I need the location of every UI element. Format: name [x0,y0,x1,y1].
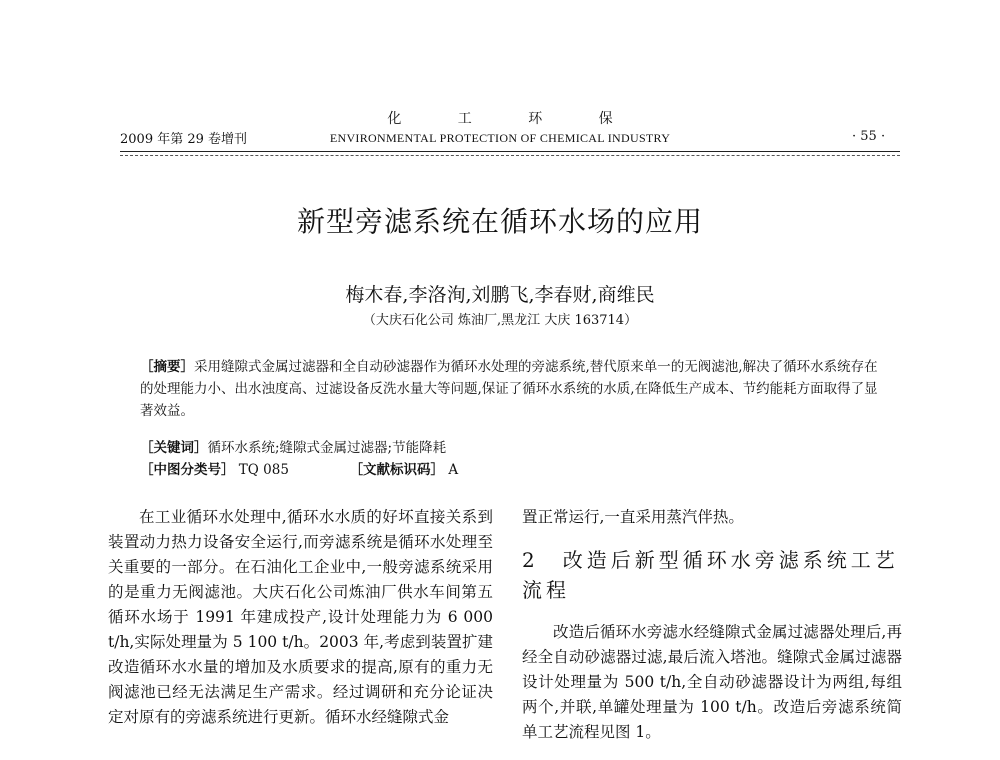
body-right-continuation: 置正常运行,一直采用蒸汽伴热。 [522,508,744,526]
keywords [140,436,446,456]
issue-label: 2009 年第 29 卷增刊 [120,132,248,147]
classification [140,458,458,478]
author-list: 梅木春,李洛洵,刘鹏飞,李春财,商维民 [345,284,655,306]
journal-name-en: ENVIRONMENTAL PROTECTION OF CHEMICAL INDUSTRY [329,131,671,145]
section-2-heading: 2 改造后新型循环水旁滤系统工艺流程 [522,548,899,602]
keywords-text: 循环水系统;缝隙式金属过滤器;节能降耗 [207,440,447,456]
header-rule-dashed [120,155,900,156]
body-paragraph-section-2: 改造后循环水旁滤水经缝隙式金属过滤器处理后,再经全自动砂滤器过滤,最后流入塔池。缝隙式金属过滤器设计处理量为 500 t/h,全自动砂滤器设计为两组,每组两个,并联,单罐处理量为 100 t/h。改造后旁滤系统简单工艺流程见图 1。 [522,623,902,741]
page-number: · 55 · [852,129,886,144]
affiliation: （大庆石化公司 炼油厂,黑龙江 大庆 163714） [362,313,638,328]
body-paragraph-intro: 在工业循环水处理中,循环水水质的好坏直接关系到装置动力热力设备安全运行,而旁滤系统是循环水处理至关重要的一部分。在石油化工企业中,一般旁滤系统采用的是重力无阀滤池。大庆石化公司炼油厂供水车间第五循环水场于 1991 年建成投产,设计处理能力为 6 000 t/h,实际处理量为 5 100 t/h。2003 年,考虑到装置扩建改造循环水水量的增加及水质要求的提高,原有的重力无阀滤池已经无法满足生产需求。经过调研和充分论证决定对原有的旁滤系统进行更新。循环水经缝隙式金 [108,508,493,726]
doc-code-value: A [448,462,459,478]
keywords-label: ［关键词］ [140,440,208,456]
abstract-label: ［摘要］ [140,359,194,375]
abstract [140,356,880,422]
abstract-text: 采用缝隙式金属过滤器和全自动砂滤器作为循环水处理的旁滤系统,替代原来单一的无阀滤池,解决了循环水系统存在的处理能力小、出水浊度高、过滤设备反洗水量大等问题,保证了循环水系统的水质,在降低生产成本、节约能耗方面取得了显著效益。 [140,359,878,419]
article-title: 新型旁滤系统在循环水场的应用 [296,205,703,238]
journal-name-cn: 化 工 环 保 [387,111,639,127]
header-rule [120,151,900,152]
class-label: ［中图分类号］ [140,462,235,478]
doc-code-label: ［文献标识码］ [349,462,445,478]
class-value: TQ 085 [238,462,289,478]
